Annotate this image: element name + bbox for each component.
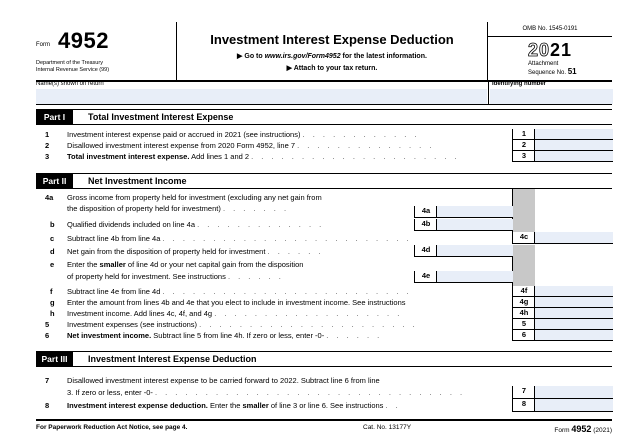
line-4e-amount-input[interactable] bbox=[436, 271, 513, 283]
line-4d-amount-input[interactable] bbox=[436, 245, 513, 257]
line-3-amount-input[interactable] bbox=[534, 151, 613, 162]
line-4b-box-label: 4b bbox=[414, 219, 437, 231]
id-box bbox=[488, 80, 613, 104]
line-4g-number: g bbox=[50, 298, 55, 307]
line-8-text: Investment interest expense deduction. Enter the smaller of line 3 or line 6. See instructions . . bbox=[67, 401, 401, 410]
line-4a-text-2: the disposition of property held for investment) . . . . . . . bbox=[67, 204, 290, 213]
form-header bbox=[36, 22, 612, 80]
sequence-number: 51 bbox=[567, 67, 577, 76]
line-3-text: Total investment interest expense. Add lines 1 and 2 . . . . . . . . . . . . . . . . . . . . . bbox=[67, 152, 460, 161]
line-4a-number: 4a bbox=[45, 193, 54, 202]
form-title: Investment Interest Expense Deduction bbox=[210, 32, 454, 47]
omb-block bbox=[488, 22, 612, 80]
omb-number: OMB No. 1545-0191 bbox=[488, 22, 612, 37]
line-4d-number: d bbox=[50, 247, 55, 256]
goto-instruction bbox=[177, 52, 487, 60]
line-6-text: Net investment income. Subtract line 5 from line 4h. If zero or less, enter -0- . . . . . . bbox=[67, 331, 383, 340]
line-1-text: Investment interest expense paid or accrued in 2021 (see instructions) . . . . . . . . . . . . bbox=[67, 130, 420, 139]
line-4d-text: Net gain from the disposition of property held for investment . . . . . . bbox=[67, 247, 324, 256]
line-4h-amount-input[interactable] bbox=[534, 308, 613, 319]
line-7-text-2: 3. If zero or less, enter -0- . . . . . . . . . . . . . . . . . . . . . . . . . . . . . . . bbox=[67, 388, 466, 397]
paperwork-notice: For Paperwork Reduction Act Notice, see page 4. bbox=[36, 424, 188, 431]
line-4e-text-2: of property held for investment. See instructions . . . . . . bbox=[67, 272, 284, 281]
line-4f-box-label: 4f bbox=[512, 286, 535, 297]
line-4d-box-label: 4d bbox=[414, 245, 437, 257]
line-4c-box-label: 4c bbox=[512, 232, 535, 244]
line-6-number: 6 bbox=[45, 331, 50, 340]
line-8-box-label: 8 bbox=[512, 399, 535, 412]
line-2-text: Disallowed investment interest expense from 2020 Form 4952, line 7 . . . . . . . . . . . . . . bbox=[67, 141, 435, 150]
year-prefix: 20 bbox=[527, 40, 550, 60]
line-7-box-label: 7 bbox=[512, 386, 535, 399]
part-3-header bbox=[36, 351, 612, 367]
attachment-sequence bbox=[528, 61, 612, 77]
year-suffix: 21 bbox=[550, 40, 573, 60]
line-5-box-label: 5 bbox=[512, 319, 535, 330]
line-4f-amount-input[interactable] bbox=[534, 286, 613, 297]
line-4c-amount-input[interactable] bbox=[534, 232, 613, 244]
attach-instruction: ▶ Attach to your tax return. bbox=[286, 65, 378, 72]
line-4f-text: Subtract line 4e from line 4d . . . . . . . . . . . . . . . . . . . . . . . . . bbox=[67, 287, 412, 296]
line-4e-text-1: Enter the smaller of line 4d or your net capital gain from the disposition bbox=[67, 260, 304, 269]
gray-shade-block-2 bbox=[512, 245, 535, 286]
names-label: Name(s) shown on return bbox=[36, 81, 104, 87]
sequence-line bbox=[528, 68, 612, 77]
line-5-number: 5 bbox=[45, 320, 50, 329]
goto-suffix: for the latest information. bbox=[340, 53, 427, 60]
department-line2: Internal Revenue Service (99) bbox=[36, 67, 110, 73]
line-1-box-label: 1 bbox=[512, 129, 535, 140]
form-footer bbox=[36, 419, 612, 434]
part-3-tag: Part III bbox=[36, 352, 73, 366]
sequence-label: Sequence No. bbox=[528, 70, 567, 76]
department-line1: Department of the Treasury bbox=[36, 60, 103, 66]
part-2-header bbox=[36, 173, 612, 189]
part-2-tag: Part II bbox=[36, 174, 73, 188]
line-4e-box-label: 4e bbox=[414, 271, 437, 283]
tax-year bbox=[488, 40, 612, 61]
attachment-label: Attachment bbox=[528, 61, 559, 67]
line-4h-number: h bbox=[50, 309, 55, 318]
department-block bbox=[36, 60, 156, 74]
line-4c-text: Subtract line 4b from line 4a . . . . . . . . . . . . . . . . . . . . . . . . . bbox=[67, 234, 412, 243]
line-2-number: 2 bbox=[45, 141, 50, 150]
catalog-number: Cat. No. 13177Y bbox=[363, 424, 412, 431]
line-4h-box-label: 4h bbox=[512, 308, 535, 319]
footer-form-id: Form 4952 (2021) bbox=[554, 424, 612, 434]
goto-prefix: ▶ Go to bbox=[237, 53, 265, 60]
line-1-number: 1 bbox=[45, 130, 50, 139]
line-2-amount-input[interactable] bbox=[534, 140, 613, 151]
line-4b-amount-input[interactable] bbox=[436, 219, 513, 231]
line-4a-box-label: 4a bbox=[414, 206, 437, 218]
line-1-amount-input[interactable] bbox=[534, 129, 613, 140]
line-7-amount-input[interactable] bbox=[534, 386, 613, 399]
line-4a-amount-input[interactable] bbox=[436, 206, 513, 218]
line-4g-box-label: 4g bbox=[512, 297, 535, 308]
id-label: Identifying number bbox=[492, 81, 546, 87]
part-1-header bbox=[36, 109, 612, 125]
line-6-amount-input[interactable] bbox=[534, 330, 613, 341]
gray-shade-block-1 bbox=[512, 189, 535, 232]
line-3-number: 3 bbox=[45, 152, 50, 161]
name-divider bbox=[36, 104, 612, 105]
part-1-tag: Part I bbox=[36, 110, 73, 124]
name-bar bbox=[36, 80, 612, 104]
line-4b-number: b bbox=[50, 220, 55, 229]
line-2-box-label: 2 bbox=[512, 140, 535, 151]
title-block bbox=[176, 22, 488, 80]
names-input[interactable] bbox=[36, 89, 487, 104]
line-5-text: Investment expenses (see instructions) . . . . . . . . . . . . . . . . . . . . . . bbox=[67, 320, 418, 329]
line-4f-number: f bbox=[50, 287, 53, 296]
line-4h-text: Investment income. Add lines 4c, 4f, and 4g . . . . . . . . . . . . . . . . . . . bbox=[67, 309, 403, 318]
line-8-amount-input[interactable] bbox=[534, 399, 613, 412]
line-4e-number: e bbox=[50, 260, 55, 269]
line-3-box-label: 3 bbox=[512, 151, 535, 162]
id-input[interactable] bbox=[490, 89, 613, 104]
line-4a-text-1: Gross income from property held for investment (excluding any net gain from bbox=[67, 193, 322, 202]
part-3-title: Investment Interest Expense Deduction bbox=[88, 354, 257, 364]
part-2-title: Net Investment Income bbox=[88, 176, 187, 186]
line-4c-number: c bbox=[50, 234, 55, 243]
line-6-box-label: 6 bbox=[512, 330, 535, 341]
line-4g-amount-input[interactable] bbox=[534, 297, 613, 308]
line-4g-text: Enter the amount from lines 4b and 4e that you elect to include in investment income. See instructions bbox=[67, 298, 406, 307]
line-4b-text: Qualified dividends included on line 4a . . . . . . . . . . . . . bbox=[67, 220, 325, 229]
line-7-number: 7 bbox=[45, 376, 50, 385]
line-5-amount-input[interactable] bbox=[534, 319, 613, 330]
part-1-title: Total Investment Interest Expense bbox=[88, 112, 234, 122]
goto-url-link[interactable]: www.irs.gov/Form4952 bbox=[264, 53, 341, 60]
form-label: Form bbox=[36, 42, 50, 48]
line-8-number: 8 bbox=[45, 401, 50, 410]
form-number: 4952 bbox=[58, 28, 109, 53]
line-7-text-1: Disallowed investment interest expense to be carried forward to 2022. Subtract line 6 from line bbox=[67, 376, 380, 385]
